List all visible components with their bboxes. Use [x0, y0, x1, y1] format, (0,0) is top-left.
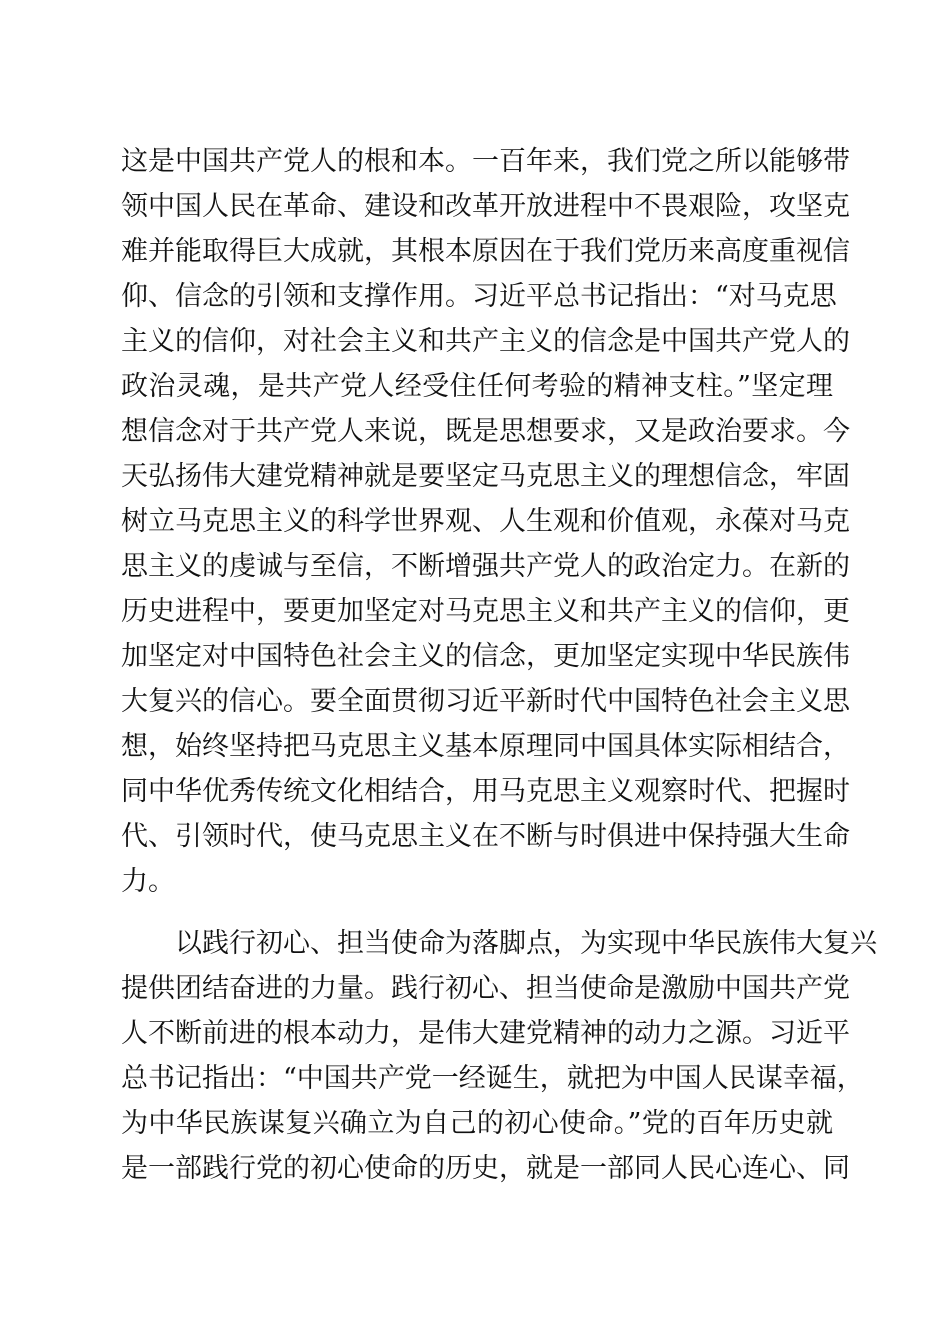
text-line: 仰、信念的引领和支撑作用。习近平总书记指出：“对马克思	[121, 281, 837, 312]
text-line: 同中华优秀传统文化相结合，用马克思主义观察时代、把握时	[121, 776, 850, 807]
paragraph-2	[121, 921, 877, 1191]
text-line: 提供团结奋进的力量。践行初心、担当使命是激励中国共产党	[121, 973, 850, 1004]
text-line: 树立马克思主义的科学世界观、人生观和价值观，永葆对马克	[121, 506, 850, 537]
text-line: 想，始终坚持把马克思主义基本原理同中国具体实际相结合，	[121, 731, 850, 762]
text-line: 思主义的虔诚与至信，不断增强共产党人的政治定力。在新的	[121, 551, 850, 582]
paragraph-1	[121, 139, 850, 904]
text-line: 主义的信仰，对社会主义和共产主义的信念是中国共产党人的	[121, 326, 850, 357]
text-line: 想信念对于共产党人来说，既是思想要求，又是政治要求。今	[121, 416, 850, 447]
text-line: 历史进程中，要更加坚定对马克思主义和共产主义的信仰，更	[121, 596, 850, 627]
text-line: 以践行初心、担当使命为落脚点，为实现中华民族伟大复兴	[175, 928, 877, 959]
text-line: 总书记指出：“中国共产党一经诞生，就把为中国人民谋幸福，	[121, 1063, 864, 1094]
text-line: 领中国人民在革命、建设和改革开放进程中不畏艰险，攻坚克	[121, 191, 850, 222]
text-line: 是一部践行党的初心使命的历史，就是一部同人民心连心、同	[121, 1153, 850, 1184]
text-line: 难并能取得巨大成就，其根本原因在于我们党历来高度重视信	[121, 236, 850, 267]
text-line: 力。	[121, 866, 175, 897]
text-line: 大复兴的信心。要全面贯彻习近平新时代中国特色社会主义思	[121, 686, 850, 717]
text-line: 代、引领时代，使马克思主义在不断与时俱进中保持强大生命	[121, 821, 850, 852]
text-line: 政治灵魂，是共产党人经受住任何考验的精神支柱。”坚定理	[121, 371, 833, 402]
text-line: 为中华民族谋复兴确立为自己的初心使命。”党的百年历史就	[121, 1108, 833, 1139]
text-line: 这是中国共产党人的根和本。一百年来，我们党之所以能够带	[121, 146, 850, 177]
text-line: 加坚定对中国特色社会主义的信念，更加坚定实现中华民族伟	[121, 641, 850, 672]
text-line: 天弘扬伟大建党精神就是要坚定马克思主义的理想信念，牢固	[121, 461, 850, 492]
text-line: 人不断前进的根本动力，是伟大建党精神的动力之源。习近平	[121, 1018, 850, 1049]
body-text	[121, 139, 877, 1191]
